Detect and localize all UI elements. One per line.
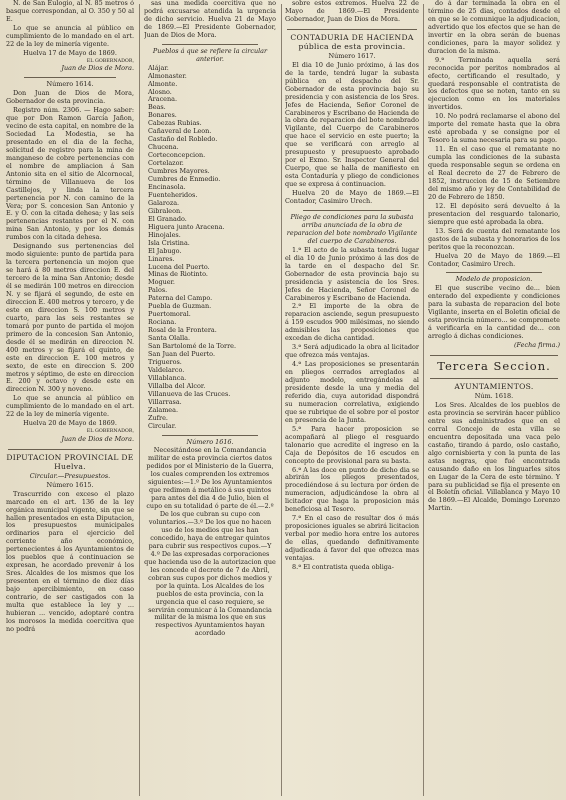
text-line: 6.ª A las doce en punto de dicho dia se abrirán los pliegos presentados, procediéndose á su lectura por órden de numeracion, adjudicándose la obra al licitador que haga la proposicion más beneficiosa al Tesoro.	[285, 465, 419, 514]
text-line: 12. El depósito será devuelto á la presentacion del resguardo talonario, siempre que esté aprobada la obra.	[428, 201, 560, 226]
text-line: sas una medida coercitiva que no podrá excusarse atendida la urgencia de dicho servicio. Huelva 21 de Mayo de 1869.—El Presidente Gobernador, Juan de Dios de Mora.	[144, 0, 276, 39]
list-item: Zufre.	[148, 413, 168, 422]
list-item: Cumbres de Enmedio.	[148, 175, 221, 184]
list-item: Lucena del Puerto.	[148, 262, 210, 271]
list-item: El Granado.	[148, 214, 187, 223]
text-line: El que suscribe vecino de... bien enterado del expediente y condiciones para la subasta de reparacion del bote Vigilante, inserta en el Boletin oficial de esta provincia número... se compromete á verificarla en la cantidad de... con arreglo á dichas condiciones.	[428, 284, 560, 341]
list-item: Villalba del Alcor.	[148, 381, 206, 390]
text-line: (Fecha firma.)	[514, 341, 560, 350]
text-line: Designando sus pertenencias del modo siguiente: punto de partida para la tercera pertenencia un mojon que se hará á 80 metros direccion E. del tercero de la mina San Antonio; desde él se medirán 100 metros en direccion N. y se fijará el segundo, de este en direccion E. 400 metros y tercero, y de este en direccion S. 100 metros y cuarto, para las seis restantes se tomará por punto de partida el mojon primero de la concesion San Antonio, desde él se medirán en direccion N. 400 metros y se fijará el quinto, de este en direccion E. 100 metros y sexto, de este en direccion S. 200 metros y séptimo, de este en direccion E. 200 y octavo y desde este en direccion N. 300 y noveno.	[6, 242, 134, 394]
text-line: El dia 10 de Junio próximo, á las dos de la tarde, tendrá lugar la subasta pública en el despacho del Sr. Gobernador de esta provincia bajo su presidencia y con asistencia de los Sres. Jefes de Hacienda, Señor Coronel de Carabineros y Escribano de Hacienda de la obra de reparacion del bote nombrado Vigilante, del Cuerpo de Carabineros que hace el servicio en este puerto; la que se verificará con arreglo al presupuesto y presupuesto aprobado por el Exmo. Sr. Inspector General del Cuerpo, que se halla de manifiesto en esta Contaduría y pliego de condiciones que se expresa á continuacion.	[285, 60, 419, 189]
list-item: Almonaster.	[148, 71, 187, 80]
list-item: Alosno.	[148, 87, 172, 96]
notice-number: Número 1615.	[46, 480, 94, 489]
column-4	[428, 0, 560, 800]
list-item: Villablanca.	[148, 373, 187, 382]
list-item: Rosal de la Frontera.	[148, 326, 217, 335]
list-item: Encinasola.	[148, 182, 186, 191]
list-item: El Jabugo.	[148, 246, 182, 255]
list-item: Linares.	[148, 254, 175, 263]
list-item: Corteconcepcion.	[148, 151, 206, 160]
section-heading: Tercera Seccion.	[437, 359, 551, 374]
section-heading: CONTADURIA DE HACIENDA pública de esta provincia.	[290, 32, 414, 51]
notice-number: Núm. 1618.	[474, 392, 514, 401]
column-rule	[139, 4, 140, 796]
signature-title: EL GOBERNADOR,	[86, 58, 134, 64]
list-item: San Juan del Puerto.	[148, 349, 215, 358]
column-1	[6, 0, 134, 800]
list-item: Fuenteheridos.	[148, 190, 198, 199]
text-line: 9.ª Terminada aquella será reconocida por peritos nombrados al efecto, certificando el resultado, y quedará responsable el contratista de los defectos que se noten, tanto en su ejecucion como en los materiales invertidos.	[428, 55, 560, 112]
list-item: Cortelazor.	[148, 159, 184, 168]
section-heading: DIPUTACION PROVINCIAL DE Huelva.	[6, 452, 134, 471]
list-item: Valdelarco.	[148, 365, 185, 374]
list-item: Palos.	[148, 286, 168, 295]
list-item: Villanueva de las Cruces.	[148, 389, 231, 398]
list-item: Bonares.	[148, 111, 177, 120]
list-item: Paterna del Campo.	[148, 294, 213, 303]
list-item: Moguer.	[148, 278, 175, 287]
text-line: 5.ª Para hacer proposicion se acompañará al pliego el resguardo talonario que acredite el ingreso en la Caja de Depósitos de 16 escudos en concepto de provisional para su basta.	[285, 424, 419, 465]
double-separator	[430, 378, 558, 379]
notice-number: Necesitándose en la Comandancia militar de esta provincia ciertos datos pedidos por el Ministerio de la Guerra, los cuales comprenden los extremos siguientes:—1.º De los Ayuntamientos que redimen á metálico á sus quintos para antes del dia 4 de Julio, bien el cupo en su totalidad ó parte de él.—2.º De los que cubran su cupo con voluntarios.—3.º De los que no hacen uso de los medios que les han concedido, haya de entregar quintos para cubrir sus respectivos cupos.—Y 4.º De las expresadas corporaciones que hacienda uso de la autorizacion que les concede el decreto de 7 de Abril, cobran sus cupos por dichos medios y por la quinta. Los Alcaldes de los pueblos de esta provincia, con la urgencia que el caso requiere, se servirán comunicar á la Comandancia militar de la misma los que en sus respectivos Ayuntamientos hayan acordado	[144, 446, 276, 638]
text-line: 2.ª El importe de la obra de reparacion asciende, segun presupuesto á 159 escudos 900 milésimas, no siendo admisibles las proposiciones que excedan de dicha cantidad.	[285, 302, 419, 343]
column-3	[285, 0, 419, 800]
text-line: 4.ª Las proposiciones se presentarán en pliegos cerrados arreglados al adjunto modelo, entregándolas al presidente desde la una y media del referido dia, cuya autoridad dispondrá su numeracion correlativa, exigiendo que se rubrique de el sobre por el postor en presencia de la Junta.	[285, 360, 419, 424]
date-line: Huelva 17 de Mayo de 1869.	[23, 48, 117, 57]
list-item: Puebla de Guzman.	[148, 302, 212, 311]
list-item: Villarrasa.	[148, 397, 182, 406]
separator	[446, 272, 542, 273]
list-item: Cañaveral de Leon.	[148, 127, 212, 136]
text-line: Huelva 20 de Mayo de 1869.—El Contador, Casimiro Urech.	[428, 251, 560, 268]
list-item: Beas.	[148, 103, 166, 112]
text-line: 8.ª El contratista queda obliga-	[292, 562, 394, 571]
text-line: Registro núm. 2306. — Hago saber: que por Don Ramon García Jañon, vecino de esta capital, en nombre de la Sociedad La Modestia, se ha presentado en el dia de la fecha, solicitud de registro para la mina de manganeso de cobre pertenencias con el nombre de ampliacion á San Antonio sita en el sitio de Alcornocal, término de Villanueva de los Castillejos, y linda la tercera pertenencia por N. con camino de la Vera; por S. concesion San Antonio y E. y O. con la citada dehesa; y las seis pertenencias restantes por el N. con mina San Antonio, y por los demás rumbos con la citada dehesa.	[6, 106, 134, 242]
section-heading: AYUNTAMIENTOS.	[454, 382, 534, 392]
column-2	[144, 0, 276, 800]
text-line: Lo que se anuncia al público en cumplimiento de lo mandado en el art. 22 de la ley de minería vigente.	[6, 23, 134, 48]
text-line: Don Juan de Dios de Mora, Gobernador de esta provincia.	[6, 89, 134, 106]
signature: Juan de Dios de Mora.	[61, 434, 134, 443]
separator	[24, 77, 116, 78]
notice-number: Número 1617.	[328, 51, 376, 60]
text-line: Huelva 20 de Mayo de 1869.—El Contador, Casimiro Urech.	[285, 189, 419, 206]
list-item: Castaño del Robledo.	[148, 135, 218, 144]
town-list	[144, 65, 276, 431]
separator	[162, 435, 258, 436]
list-item: Hinojales.	[148, 230, 181, 239]
list-item: Cumbres Mayores.	[148, 167, 210, 176]
list-item: Circular.	[148, 421, 177, 430]
text-line: N. de San Eulogio, al N. 85 metros ó basque correspondan, al O. 350 y 50 al E.	[6, 0, 134, 23]
column-rule	[281, 4, 282, 796]
list-item: Chucena.	[148, 143, 179, 152]
list-item: San Bartolomé de la Torre.	[148, 342, 237, 351]
list-item: Cabezas Rubias.	[148, 119, 202, 128]
subheading: Número 1616.	[186, 437, 234, 446]
column-rule	[423, 4, 424, 796]
text-line: 13. Será de cuenta del rematante los gastos de la subasta y honorarios de los peritos que la reconozcan.	[428, 226, 560, 251]
list-item: Rociana.	[148, 318, 177, 327]
text-line: Lo que se anuncia al público en cumplimiento de lo mandado en el art. 22 de la ley de minería vigente.	[6, 394, 134, 419]
list-item: Puertomoral.	[148, 310, 191, 319]
list-item: Trigueros.	[148, 357, 182, 366]
double-separator	[8, 449, 132, 450]
text-line: 1.ª El acto de la subasta tendrá lugar el dia 10 de Junio próximo á las dos de la tarde en el despacho del Sr. Gobernador de esta provincia bajo su presidencia y asistencia de los Sres. Jefes de Hacienda, Señor Coronel de Carabineros y Escribano de Hacienda.	[285, 245, 419, 302]
subheading: Pliego de condiciones para la subasta arriba anunciada de la obra de reparacion del bote nombrado Vigilante del cuerpo de Carabineros.	[286, 212, 418, 245]
signature-title: EL GOBERNADOR,	[86, 429, 134, 435]
text-line: 3.ª Será adjudicado la obra al licitador que ofrezca más ventajas.	[285, 343, 419, 360]
list-item: Aracena.	[148, 95, 178, 104]
text-line: Trascurrido con exceso el plazo marcado en el art. 136 de la ley orgánica municipal vigente, sin que se hallen presentados en esta Diputacion, los presupuestos municipales ordinarios para el ejercicio del corriente año económico, pertenecientes á los Ayuntamientos de los pueblos que á continuacion se expresan, he acordado prevenir á los Sres. Alcaldes de los mismos que los presenten en el término de diez días bajo apercibimiento, en caso contrario, de ser castigados con la multa que establece la ley y ... hubieran ... vencido, adoptaré contra los morosos la medida coercitiva que no podrá	[6, 489, 134, 633]
subheading: Modelo de proposicion.	[455, 275, 533, 284]
separator	[162, 44, 258, 45]
text-line: do á dar terminada la obra en el término de 25 dias, contados desde el en que se le comunique la adjudicacion, advertido que los efectos que se han de invertir en la obra serán de buenas condiciones, para la mayor solidez y duracion de la misma.	[428, 0, 560, 55]
double-separator	[430, 355, 558, 356]
subheading: Circular.—Presupuestos.	[29, 471, 111, 480]
text-line: Los Sres. Alcaldes de los pueblos de esta provincia se servirán hacer público entre sus administrados que en el corral Concejo de esta villa se encuentra depositada una vaca pelo castaño, tirando á pardo, oslo castaño, algo cornisbierta y con la punta de las astas negras, que fué encontrada causando daño en los linguarles sitos en Lugar de la Cera de este término. Y para su publicidad se fija el presente en el Boletín oficial. Villablanca y Mayo 10 de 1869.—El Alcalde, Domingo Lorenzo Martin.	[428, 400, 560, 513]
list-item: Isla Cristina.	[148, 238, 190, 247]
text-line: 10. No podrá reclamarse el abono del importe del remate hasta que la obra esté aprobada y se consigne por el Tesoro la suma necesaria para su pago.	[428, 112, 560, 145]
notice-number: Número 1614.	[46, 80, 94, 89]
double-separator	[287, 29, 417, 30]
signature: Juan de Dios de Mora.	[61, 64, 134, 73]
list-item: Zalamea.	[148, 405, 179, 414]
list-item: Galaroza.	[148, 198, 180, 207]
list-item: Almonte.	[148, 79, 178, 88]
list-item: Higuera junto Aracena.	[148, 222, 225, 231]
text-line: 11. En el caso que el rematante no cumpla las condiciones de la subasta queda responsable segun se ordena en el Real decreto de 27 de Febrero de 1852, instruccion de 15 de Setiembre del mismo año y ley de Contabilidad de 20 de Febrero de 1850.	[428, 145, 560, 201]
date-line: Huelva 20 de Mayo de 1869.	[23, 419, 117, 428]
text-line: 7.ª En el caso de resultar dos ó más proposiciones iguales se abrirá licitacion verbal por medio hora entre los autores de ellas, quedando definitivamente adjudicada á favor del que ofrezca mas ventajas.	[285, 514, 419, 562]
list-item: Alájar.	[148, 63, 169, 72]
list-item: Santa Olalla.	[148, 334, 191, 343]
separator	[303, 210, 401, 211]
list-item: Gibraleon.	[148, 206, 183, 215]
list-heading: Pueblos á que se refiere la circular anterior.	[152, 46, 268, 63]
list-item: Minas de Riotinto.	[148, 270, 208, 279]
text-line: sobre estos extremos. Huelva 22 de Mayo de 1869.—El Presidente Gobernador, Juan de Dios de Mora.	[285, 0, 419, 23]
